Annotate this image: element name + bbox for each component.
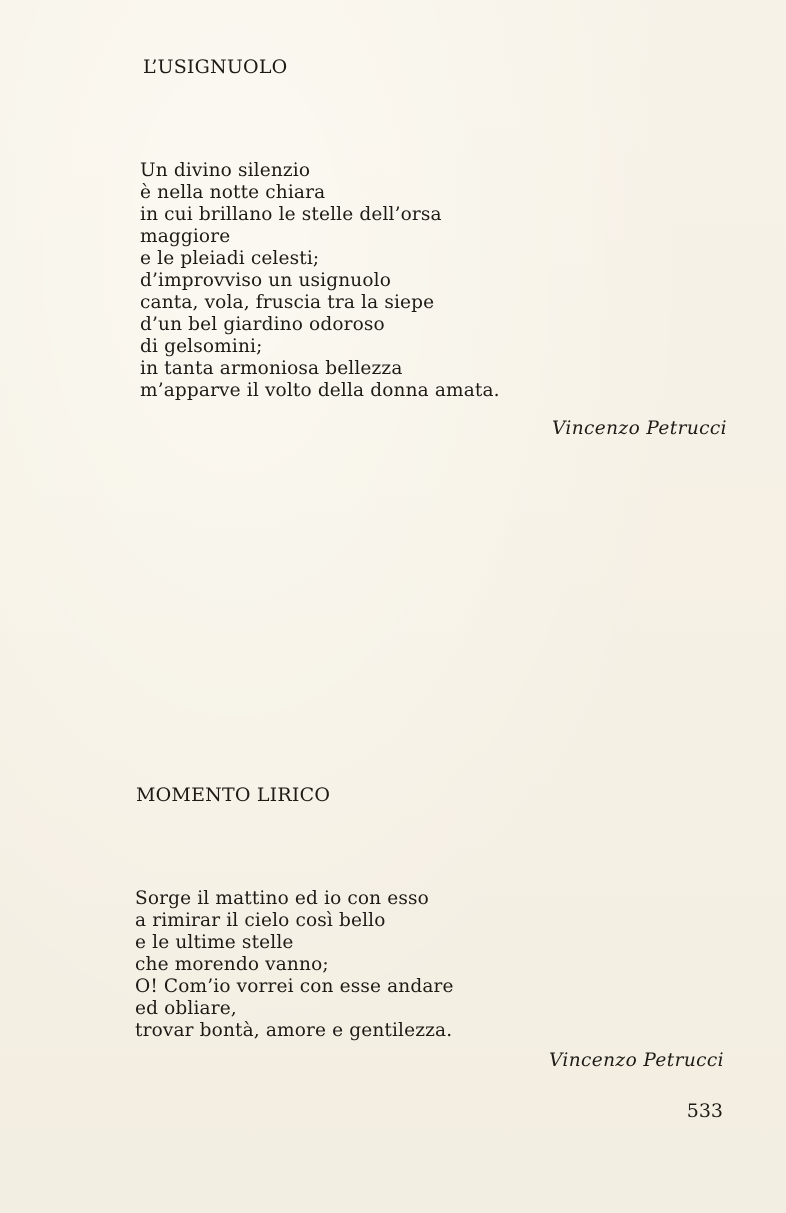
- poem-title: MOMENTO LIRICO: [136, 784, 331, 806]
- poem-body: [135, 888, 454, 1042]
- poem-line: in tanta armoniosa bellezza: [140, 358, 403, 379]
- page-number: 533: [686, 1100, 723, 1122]
- poem-title: L’USIGNUOLO: [143, 56, 288, 78]
- poem-line: Un divino silenzio: [140, 160, 311, 181]
- poem-line: di gelsomini;: [140, 336, 263, 357]
- poem-line: canta, vola, fruscia tra la siepe: [140, 292, 435, 313]
- poem-line: in cui brillano le stelle dell’orsa: [140, 204, 442, 225]
- poem-line: è nella notte chiara: [140, 182, 326, 203]
- poem-author: Vincenzo Petrucci: [548, 1050, 724, 1071]
- poem-line: maggiore: [140, 226, 231, 247]
- poem-line: che morendo vanno;: [135, 954, 329, 975]
- poem-line: trovar bontà, amore e gentilezza.: [135, 1020, 453, 1041]
- poem-line: O! Com’io vorrei con esse andare: [135, 976, 454, 997]
- poem-line: e le pleiadi celesti;: [140, 248, 320, 269]
- poem-line: Sorge il mattino ed io con esso: [135, 888, 429, 909]
- poem-line: m’apparve il volto della donna amata.: [140, 380, 500, 401]
- poem-body: [140, 160, 500, 402]
- poem-line: d’improvviso un usignuolo: [140, 270, 391, 291]
- poem-line: a rimirar il cielo così bello: [135, 910, 386, 931]
- poem-line: ed obliare,: [135, 998, 237, 1019]
- poem-author: Vincenzo Petrucci: [551, 418, 727, 439]
- poem-line: d’un bel giardino odoroso: [140, 314, 385, 335]
- poem-line: e le ultime stelle: [135, 932, 294, 953]
